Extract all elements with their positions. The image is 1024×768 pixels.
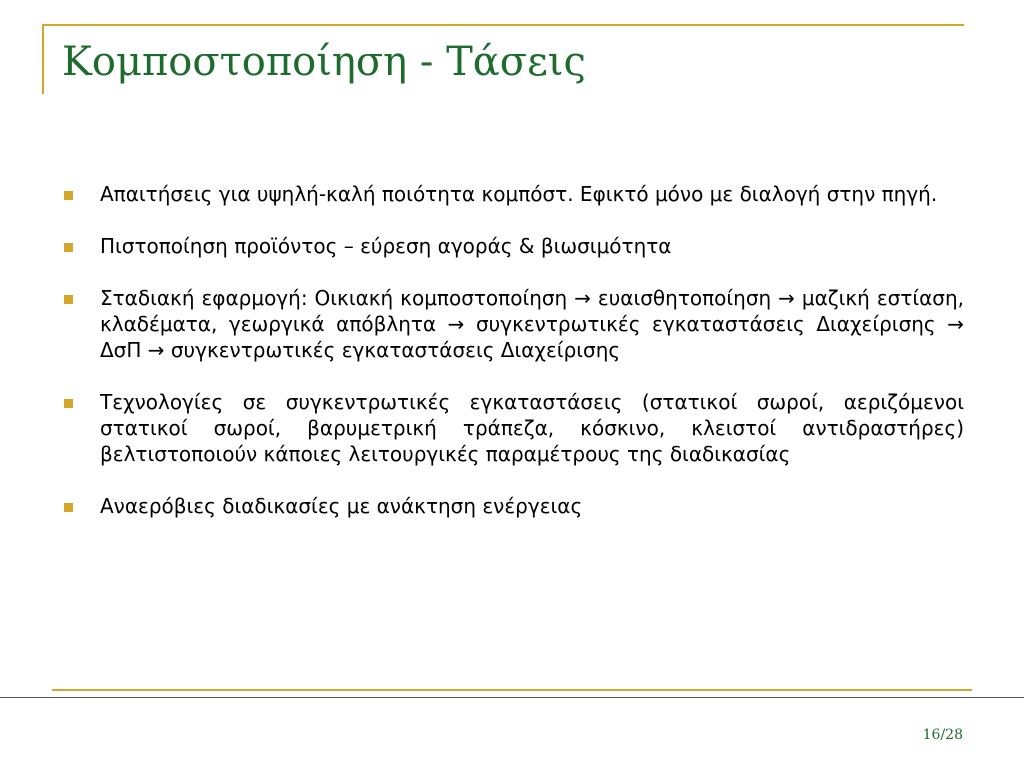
bullet-text: Πιστοποίηση προϊόντος – εύρεση αγοράς & βιωσιμότητα — [100, 234, 672, 258]
title-frame-top-line — [42, 24, 964, 26]
bullet-item — [62, 181, 964, 207]
slide-title: Κομποστοποίηση - Τάσεις — [62, 39, 586, 85]
bullet-text: Τεχνολογίες σε συγκεντρωτικές εγκαταστάσεις (στατικοί σωροί, αεριζόμενοι στατικοί σωροί, βαρυμετρική τράπεζα, κόσκινο, κλειστοί αντιδραστήρες) βελτιστοποιούν κάποιες λειτουργικές παραμέτρους της διαδικασίας — [100, 390, 964, 466]
square-bullet-icon — [62, 493, 100, 519]
title-frame-left-line — [42, 24, 44, 94]
bullet-item — [62, 285, 964, 363]
bullet-text: Σταδιακή εφαρμογή: Οικιακή κομποστοποίηση → ευαισθητοποίηση → μαζική εστίαση, κλαδέματα, γεωργικά απόβλητα → συγκεντρωτικές εγκαταστάσεις Διαχείρισης → ΔσΠ → συγκεντρωτικές εγκαταστάσεις Διαχείρισης — [100, 286, 964, 362]
square-bullet-icon — [62, 389, 100, 415]
bullet-text: Απαιτήσεις για υψηλή-καλή ποιότητα κομπόστ. Εφικτό μόνο με διαλογή στην πηγή. — [100, 182, 938, 206]
square-bullet-icon — [62, 285, 100, 311]
square-bullet-icon — [62, 233, 100, 259]
footer-gold-rule — [52, 689, 972, 691]
footer-divider — [0, 697, 1024, 698]
bullet-item — [62, 493, 964, 519]
square-bullet-icon — [62, 181, 100, 207]
bullet-item — [62, 389, 964, 467]
bullet-text: Αναερόβιες διαδικασίες με ανάκτηση ενέργειας — [100, 494, 583, 518]
bullet-item — [62, 233, 964, 259]
bullet-list — [62, 181, 964, 545]
page-number: 16/28 — [922, 727, 963, 743]
